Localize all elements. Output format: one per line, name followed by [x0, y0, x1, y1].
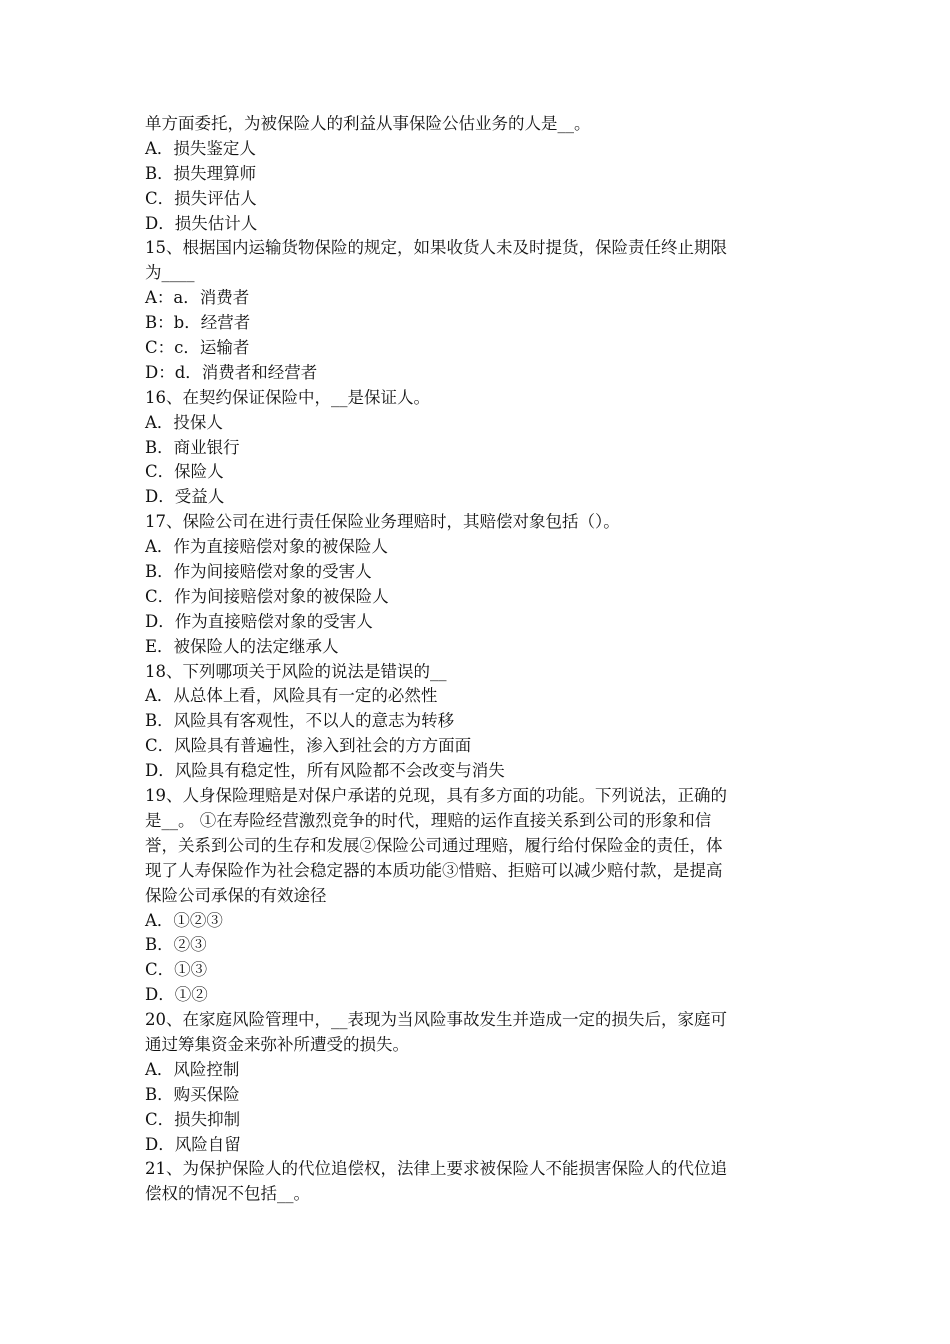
option-line: E．被保险人的法定继承人: [145, 636, 339, 656]
question-line: 现了人寿保险作为社会稳定器的本质功能③惜赔、拒赔可以减少赔付款，是提高: [145, 860, 723, 880]
question-line: 20、在家庭风险管理中，__表现为当风险事故发生并造成一定的损失后，家庭可: [145, 1010, 727, 1030]
option-line: C．风险具有普遍性，渗入到社会的方方面面: [145, 736, 472, 756]
option-line: A．①②③: [145, 910, 223, 930]
option-line: A：a．消费者: [145, 288, 250, 308]
option-line: C．保险人: [145, 462, 224, 482]
option-line: D：d．消费者和经营者: [145, 362, 318, 382]
option-line: B．损失理算师: [145, 163, 257, 183]
option-line: C．损失评估人: [145, 188, 257, 208]
option-line: A．从总体上看，风险具有一定的必然性: [145, 686, 438, 706]
option-line: B．商业银行: [145, 437, 240, 457]
option-line: B：b．经营者: [145, 313, 251, 333]
option-line: D．①②: [145, 985, 208, 1005]
question-line: 16、在契约保证保险中，__是保证人。: [145, 387, 430, 407]
option-line: A．损失鉴定人: [145, 138, 256, 158]
option-line: D．风险自留: [145, 1134, 241, 1154]
option-line: B．购买保险: [145, 1084, 240, 1104]
question-line: 17、保险公司在进行责任保险业务理赔时，其赔偿对象包括（）。: [145, 512, 620, 532]
option-line: D．作为直接赔偿对象的受害人: [145, 611, 373, 631]
question-line: 保险公司承保的有效途径: [145, 885, 327, 905]
option-line: B．作为间接赔偿对象的受害人: [145, 562, 372, 582]
option-line: B．②③: [145, 935, 207, 955]
option-line: C．损失抑制: [145, 1109, 241, 1129]
text-line: 单方面委托，为被保险人的利益从事保险公估业务的人是__。: [145, 114, 591, 133]
option-line: B．风险具有客观性，不以人的意志为转移: [145, 711, 455, 731]
option-line: C：c．运输者: [145, 338, 250, 358]
option-line: D．损失估计人: [145, 213, 258, 233]
option-line: A．风险控制: [145, 1059, 240, 1079]
question-line: 21、为保护保险人的代位追偿权，法律上要求被保险人不能损害保险人的代位追: [145, 1159, 727, 1179]
question-line: 15、根据国内运输货物保险的规定，如果收货人未及时提货，保险责任终止期限: [145, 238, 727, 258]
document-body: [145, 112, 810, 1207]
question-line: 19、人身保险理赔是对保户承诺的兑现，具有多方面的功能。下列说法，正确的: [145, 786, 727, 806]
option-line: A．投保人: [145, 412, 223, 432]
option-line: C．①③: [145, 960, 208, 980]
question-line: 18、下列哪项关于风险的说法是错误的__: [145, 661, 447, 681]
question-line: 偿权的情况不包括__。: [145, 1184, 310, 1204]
option-line: A．作为直接赔偿对象的被保险人: [145, 537, 388, 557]
question-line: 是__。 ①在寿险经营激烈竞争的时代，理赔的运作直接关系到公司的形象和信: [145, 810, 712, 830]
question-line: 为____: [145, 263, 195, 283]
option-line: D．受益人: [145, 487, 225, 507]
question-line: 誉，关系到公司的生存和发展②保险公司通过理赔，履行给付保险金的责任，体: [145, 835, 723, 855]
question-line: 通过筹集资金来弥补所遭受的损失。: [145, 1034, 409, 1054]
option-line: C．作为间接赔偿对象的被保险人: [145, 586, 389, 606]
option-line: D．风险具有稳定性，所有风险都不会改变与消失: [145, 761, 505, 781]
